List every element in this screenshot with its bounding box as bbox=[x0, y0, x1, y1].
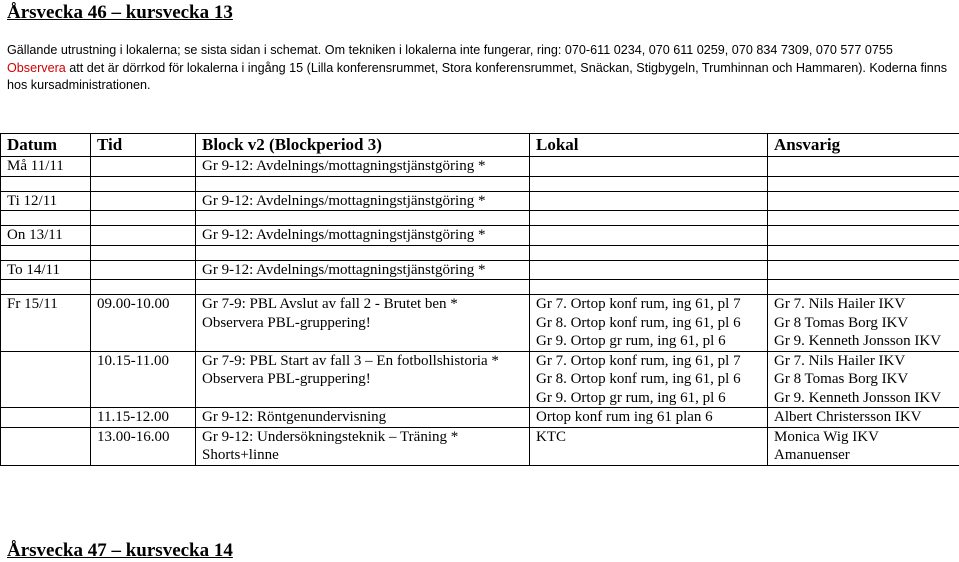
cell-line: Gr 7. Nils Hailer IKV bbox=[774, 295, 959, 314]
cell-ansvarig bbox=[768, 351, 959, 408]
door-code-note bbox=[7, 60, 952, 95]
cell-lokal bbox=[530, 295, 768, 352]
cell-datum: On 13/11 bbox=[1, 226, 91, 246]
week-heading-46: Årsvecka 46 – kursvecka 13 bbox=[7, 2, 233, 24]
cell-line: Gr 9. Ortop gr rum, ing 61, pl 6 bbox=[536, 332, 767, 351]
spacer-row bbox=[1, 245, 959, 260]
cell-line: KTC bbox=[536, 428, 767, 447]
spacer-row bbox=[1, 211, 959, 226]
header-datum: Datum bbox=[1, 134, 91, 157]
cell-ansvarig bbox=[768, 157, 959, 177]
table-row bbox=[1, 295, 959, 352]
cell-line: Observera PBL-gruppering! bbox=[202, 370, 529, 389]
cell-datum bbox=[1, 408, 91, 428]
cell-tid bbox=[91, 226, 196, 246]
spacer-row bbox=[1, 280, 959, 295]
cell-line: Gr 8. Ortop konf rum, ing 61, pl 6 bbox=[536, 370, 767, 389]
cell-line: Observera PBL-gruppering! bbox=[202, 314, 529, 333]
empty-cell bbox=[768, 211, 959, 226]
cell-line: Gr 9-12: Avdelnings/mottagningstjänstgöring * bbox=[202, 157, 529, 176]
door-code-text: att det är dörrkod för lokalerna i ingång 15 (Lilla konferensrummet, Stora konferensrummet, Snäckan, Stigbygeln, Trumhinnan och Hammaren). Koderna finns hos kursadministrationen. bbox=[7, 61, 947, 93]
cell-block bbox=[196, 295, 530, 352]
empty-cell bbox=[91, 280, 196, 295]
table-header-row bbox=[1, 134, 959, 157]
cell-ansvarig bbox=[768, 191, 959, 211]
cell-line: Gr 7-9: PBL Start av fall 3 – En fotbollshistoria * bbox=[202, 352, 529, 371]
cell-line: Ortop konf rum ing 61 plan 6 bbox=[536, 408, 767, 427]
cell-line: Gr 9-12: Avdelnings/mottagningstjänstgöring * bbox=[202, 261, 529, 280]
empty-cell bbox=[91, 211, 196, 226]
cell-lokal bbox=[530, 427, 768, 465]
empty-cell bbox=[1, 280, 91, 295]
cell-lokal bbox=[530, 351, 768, 408]
empty-cell bbox=[196, 280, 530, 295]
cell-line: Albert Christersson IKV bbox=[774, 408, 959, 427]
table-row bbox=[1, 351, 959, 408]
cell-ansvarig bbox=[768, 427, 959, 465]
empty-cell bbox=[91, 176, 196, 191]
cell-block bbox=[196, 226, 530, 246]
empty-cell bbox=[1, 245, 91, 260]
cell-block bbox=[196, 157, 530, 177]
cell-line: Monica Wig IKV bbox=[774, 428, 959, 447]
header-lokal: Lokal bbox=[530, 134, 768, 157]
observe-word: Observera bbox=[7, 61, 66, 75]
cell-line: Gr 9. Kenneth Jonsson IKV bbox=[774, 332, 959, 351]
cell-tid bbox=[91, 157, 196, 177]
cell-lokal bbox=[530, 157, 768, 177]
schedule-table bbox=[0, 133, 959, 466]
spacer-row bbox=[1, 176, 959, 191]
empty-cell bbox=[1, 176, 91, 191]
table-body bbox=[1, 157, 959, 466]
empty-cell bbox=[530, 245, 768, 260]
cell-tid: 11.15-12.00 bbox=[91, 408, 196, 428]
cell-tid: 13.00-16.00 bbox=[91, 427, 196, 465]
cell-block bbox=[196, 408, 530, 428]
cell-lokal bbox=[530, 226, 768, 246]
empty-cell bbox=[530, 280, 768, 295]
cell-line: Gr 8 Tomas Borg IKV bbox=[774, 314, 959, 333]
cell-datum: Ti 12/11 bbox=[1, 191, 91, 211]
cell-tid: 09.00-10.00 bbox=[91, 295, 196, 352]
cell-lokal bbox=[530, 191, 768, 211]
cell-tid bbox=[91, 260, 196, 280]
cell-line: Gr 8. Ortop konf rum, ing 61, pl 6 bbox=[536, 314, 767, 333]
cell-block bbox=[196, 427, 530, 465]
cell-line: Gr 9-12: Undersökningsteknik – Träning * bbox=[202, 428, 529, 447]
cell-ansvarig bbox=[768, 295, 959, 352]
empty-cell bbox=[196, 245, 530, 260]
cell-ansvarig bbox=[768, 408, 959, 428]
cell-line: Gr 7. Ortop konf rum, ing 61, pl 7 bbox=[536, 295, 767, 314]
table-row bbox=[1, 427, 959, 465]
header-ansvarig: Ansvarig bbox=[768, 134, 959, 157]
cell-block bbox=[196, 260, 530, 280]
cell-line: Gr 7. Ortop konf rum, ing 61, pl 7 bbox=[536, 352, 767, 371]
table-row bbox=[1, 157, 959, 177]
empty-cell bbox=[530, 176, 768, 191]
cell-line: Gr 8 Tomas Borg IKV bbox=[774, 370, 959, 389]
header-tid: Tid bbox=[91, 134, 196, 157]
cell-block bbox=[196, 351, 530, 408]
cell-datum: To 14/11 bbox=[1, 260, 91, 280]
empty-cell bbox=[196, 211, 530, 226]
table-row bbox=[1, 226, 959, 246]
cell-line: Amanuenser bbox=[774, 446, 959, 465]
cell-ansvarig bbox=[768, 260, 959, 280]
cell-line: Gr 7-9: PBL Avslut av fall 2 - Brutet ben * bbox=[202, 295, 529, 314]
cell-lokal bbox=[530, 408, 768, 428]
cell-line: Gr 9. Kenneth Jonsson IKV bbox=[774, 389, 959, 408]
empty-cell bbox=[768, 176, 959, 191]
cell-datum: Må 11/11 bbox=[1, 157, 91, 177]
table-row bbox=[1, 408, 959, 428]
cell-datum bbox=[1, 351, 91, 408]
table-row bbox=[1, 191, 959, 211]
info-text bbox=[7, 42, 952, 95]
cell-line: Gr 9. Ortop gr rum, ing 61, pl 6 bbox=[536, 389, 767, 408]
cell-tid bbox=[91, 191, 196, 211]
cell-line: Gr 9-12: Avdelnings/mottagningstjänstgöring * bbox=[202, 226, 529, 245]
cell-block bbox=[196, 191, 530, 211]
cell-line: Gr 9-12: Röntgenundervisning bbox=[202, 408, 529, 427]
empty-cell bbox=[196, 176, 530, 191]
empty-cell bbox=[768, 280, 959, 295]
cell-ansvarig bbox=[768, 226, 959, 246]
table-row bbox=[1, 260, 959, 280]
empty-cell bbox=[768, 245, 959, 260]
cell-lokal bbox=[530, 260, 768, 280]
empty-cell bbox=[91, 245, 196, 260]
cell-datum bbox=[1, 427, 91, 465]
cell-line: Shorts+linne bbox=[202, 446, 529, 465]
week-heading-47: Årsvecka 47 – kursvecka 14 bbox=[7, 540, 233, 562]
cell-line: Gr 7. Nils Hailer IKV bbox=[774, 352, 959, 371]
header-block: Block v2 (Blockperiod 3) bbox=[196, 134, 530, 157]
cell-tid: 10.15-11.00 bbox=[91, 351, 196, 408]
equipment-note: Gällande utrustning i lokalerna; se sista sidan i schemat. Om tekniken i lokalerna inte fungerar, ring: 070-611 0234, 070 611 0259, 070 834 7309, 070 577 0755 bbox=[7, 42, 952, 60]
empty-cell bbox=[1, 211, 91, 226]
cell-datum: Fr 15/11 bbox=[1, 295, 91, 352]
empty-cell bbox=[530, 211, 768, 226]
cell-line: Gr 9-12: Avdelnings/mottagningstjänstgöring * bbox=[202, 192, 529, 211]
